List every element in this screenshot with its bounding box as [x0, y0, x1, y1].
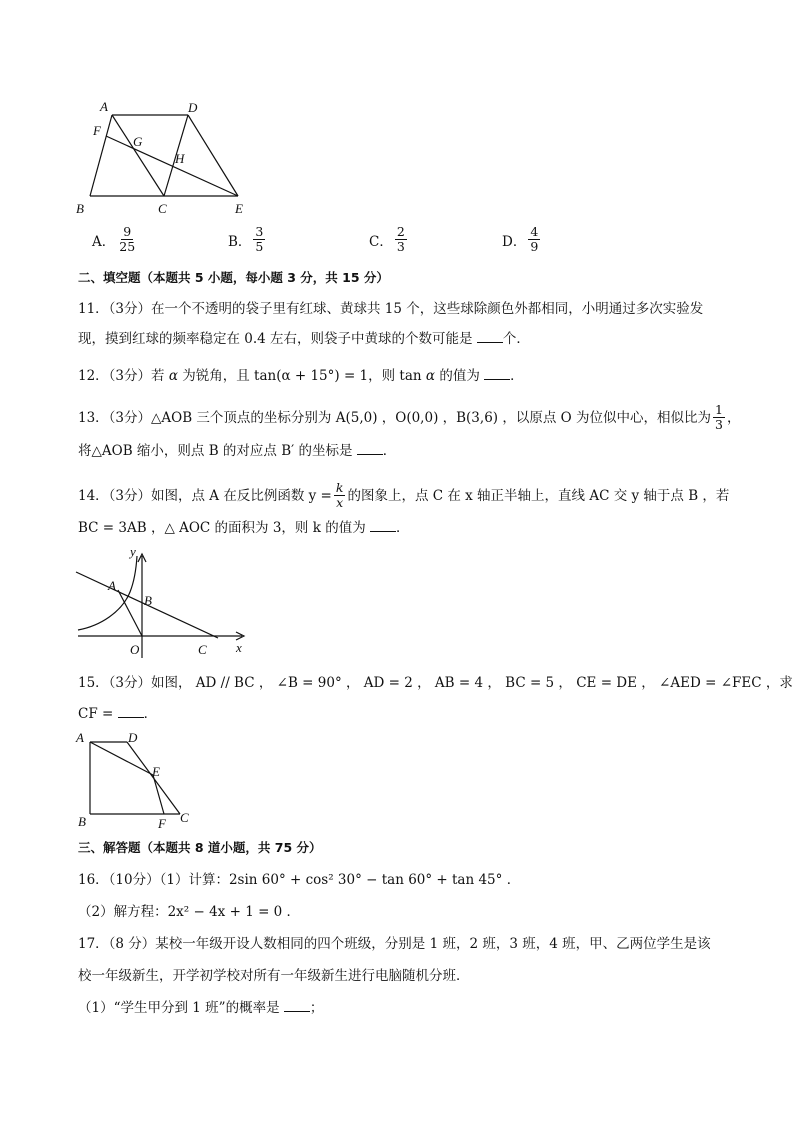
q14-label-B: B — [144, 593, 152, 608]
answer-blank — [284, 999, 310, 1012]
q11-text: 现，摸到红球的频率稳定在 0.4 左右，则袋子中黄球的个数可能是 — [78, 331, 477, 347]
option-num: 9 — [123, 224, 132, 239]
q10-segment-FE — [106, 136, 238, 196]
q16-line1: 16．（10分）（1）计算：2sin 60° + cos² 30° − tan 60° + tan 45° ． — [78, 872, 521, 888]
q10-label-F: F — [93, 123, 101, 138]
q13-text: 13．（3分）△AOB 三个顶点的坐标分别为 A(5,0) ，O(0,0) ，B(3,6) ，以原点 O 为位似中心，相似比为 — [78, 409, 711, 426]
q17-line1: 17．（8 分）某校一年级开设人数相同的四个班级，分别是 1 班，2 班，3 班，4 班，甲、乙两位学生是该 — [78, 936, 711, 952]
option-letter: D． — [502, 233, 527, 250]
option-den: 9 — [530, 239, 539, 254]
q13-text: 将△AOB 缩小，则点 B 的对应点 B′ 的坐标是 — [78, 443, 357, 459]
q11-text-end: 个． — [502, 331, 530, 347]
q12-text-post: 的值为 — [435, 368, 485, 384]
q15-text-end: ． — [143, 706, 158, 722]
q17-text-end: ； — [309, 1000, 324, 1016]
q17-text: （1）“学生甲分到 1 班”的概率是 — [78, 1000, 284, 1016]
q15-segment-EF — [153, 775, 164, 814]
q10-option-a — [92, 225, 139, 254]
q14-label-A: A — [108, 578, 116, 593]
q13-comma: ， — [726, 409, 741, 426]
q15-line2 — [78, 704, 157, 724]
option-den: 3 — [396, 239, 405, 254]
q12-line — [78, 366, 524, 386]
q10-label-G: G — [133, 134, 143, 149]
q13-line2 — [78, 441, 396, 461]
q14-text-2: 的图象上，点 C 在 x 轴正半轴上，直线 AC 交 y 轴于点 B ，若 — [347, 487, 730, 504]
q14-label-O: O — [130, 642, 140, 657]
q10-label-D: D — [188, 100, 198, 115]
hyperbola-curve — [78, 556, 137, 630]
q15-line1: 15．（3分）如图， AD // BC ， ∠B = 90° ， AD = 2 ， AB = 4 ， BC = 5 ， CE = DE ， ∠AED = ∠FEC ，求 — [78, 675, 793, 691]
q10-figure — [70, 95, 260, 220]
q10-label-A: A — [100, 99, 108, 114]
q10-option-b — [228, 225, 267, 254]
option-letter: A． — [92, 233, 116, 250]
q10-option-d — [502, 225, 542, 254]
q10-segment-DE — [188, 115, 238, 196]
section-3-title: 三、解答题（本题共 8 道小题，共 75 分） — [78, 840, 322, 855]
q15-label-B: B — [78, 814, 86, 829]
answer-blank — [118, 705, 144, 718]
q13-line1 — [78, 403, 740, 432]
q14-label-y: y — [130, 544, 136, 559]
q11-line1: 11．（3分）在一个不透明的袋子里有红球、黄球共 15 个，这些球除颜色外都相同，小明通过多次实验发 — [78, 301, 704, 317]
q10-option-c — [369, 225, 409, 254]
k-symbol: k — [335, 480, 344, 495]
q12-text-end: ． — [510, 368, 524, 384]
ratio-num: 1 — [715, 402, 723, 417]
q15-label-F: F — [158, 816, 166, 831]
alpha-symbol: α — [425, 368, 436, 384]
option-den: 5 — [255, 239, 264, 254]
ratio-den: 3 — [715, 417, 723, 432]
q14-text-end: ． — [396, 520, 410, 536]
option-den: 25 — [119, 239, 136, 254]
q17-line2: 校一年级新生，开学初学校对所有一年级新生进行电脑随机分班． — [78, 968, 470, 984]
q15-segment-AE — [90, 742, 153, 775]
q14-label-C: C — [198, 642, 207, 657]
option-num: 4 — [530, 224, 539, 239]
q14-line1 — [78, 481, 729, 510]
q15-figure — [70, 728, 210, 834]
section-2-title: 二、填空题（本题共 5 小题，每小题 3 分，共 15 分） — [78, 270, 389, 285]
q14-figure — [70, 542, 260, 660]
answer-blank — [484, 367, 510, 380]
q10-label-E: E — [235, 201, 243, 216]
option-letter: B． — [228, 233, 252, 250]
option-num: 2 — [396, 224, 405, 239]
option-num: 3 — [255, 224, 264, 239]
q11-line2 — [78, 329, 530, 349]
q17-line3 — [78, 998, 323, 1018]
q12-text-mid: 为锐角，且 tan(α + 15°) = 1，则 tan — [177, 368, 426, 384]
x-symbol: x — [336, 495, 344, 510]
answer-blank — [357, 442, 383, 455]
q12-text: 12．（3分）若 — [78, 368, 169, 384]
answer-blank — [477, 330, 503, 343]
q15-label-E: E — [152, 764, 160, 779]
q10-label-C: C — [158, 201, 167, 216]
q15-label-C: C — [180, 810, 189, 825]
alpha-symbol: α — [168, 368, 178, 384]
q14-text: 14．（3分）如图，点 A 在反比例函数 y = — [78, 487, 332, 504]
q14-text: BC = 3AB ，△ AOC 的面积为 3，则 k 的值为 — [78, 520, 370, 536]
q10-label-H: H — [175, 151, 185, 166]
q13-text-end: ． — [382, 443, 397, 459]
q10-segment-AC — [112, 115, 164, 196]
q10-label-B: B — [76, 201, 84, 216]
q16-line2: （2）解方程：2x² − 4x + 1 = 0 ． — [78, 904, 301, 920]
q15-label-A: A — [76, 730, 84, 745]
q15-text: CF = — [78, 706, 118, 722]
answer-blank — [370, 519, 396, 532]
q15-label-D: D — [128, 730, 138, 745]
q14-line2 — [78, 518, 410, 538]
q14-label-x: x — [236, 640, 242, 655]
option-letter: C． — [369, 233, 393, 250]
